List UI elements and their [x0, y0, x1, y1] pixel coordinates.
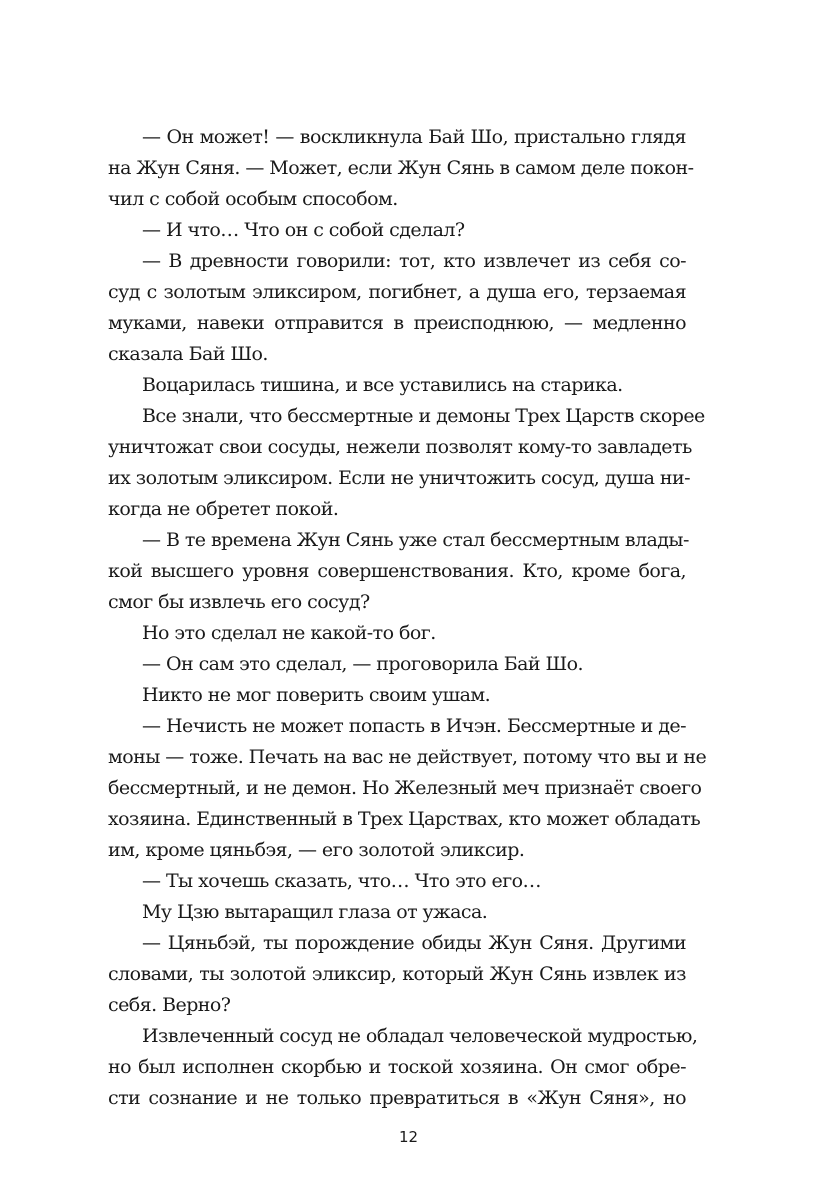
text-line: кой высшего уровня совершенствования. Кто, кроме бога,: [108, 560, 686, 582]
text-line: словами, ты золотой эликсир, который Жун Сянь извлек из: [108, 963, 686, 985]
text-line: им, кроме цяньбэя, — его золотой эликсир.: [108, 839, 525, 861]
text-line: когда не обретет покой.: [108, 498, 339, 520]
text-line: сти сознание и не только превратиться в «Жун Сяня», но: [108, 1087, 686, 1109]
text-line: Извлеченный сосуд не обладал человеческой мудростью,: [142, 1025, 698, 1047]
text-line: хозяина. Единственный в Трех Царствах, кто может обладать: [108, 808, 701, 830]
text-line: смог бы извлечь его сосуд?: [108, 591, 370, 613]
text-line: себя. Верно?: [108, 994, 231, 1016]
text-line: — В древности говорили: тот, кто извлечет из себя со-: [142, 250, 686, 272]
text-line: моны — тоже. Печать на вас не действует, потому что вы и не: [108, 746, 707, 768]
text-line: — Нечисть не может попасть в Ичэн. Бессмертные и де-: [142, 715, 686, 737]
text-line: суд с золотым эликсиром, погибнет, а душа его, терзаемая: [108, 281, 686, 303]
text-line: — И что… Что он с собой сделал?: [142, 219, 465, 241]
text-line: чил с собой особым способом.: [108, 188, 398, 210]
text-line: на Жун Сяня. — Может, если Жун Сянь в самом деле покон-: [108, 157, 694, 179]
text-line: — Цяньбэй, ты порождение обиды Жун Сяня. Другими: [142, 932, 686, 954]
page-number: 12: [398, 1128, 419, 1146]
text-line: Воцарилась тишина, и все уставились на старика.: [142, 374, 623, 396]
text-line: уничтожат свои сосуды, нежели позволят кому-то завладеть: [108, 436, 692, 458]
text-line: — В те времена Жун Сянь уже стал бессмертным влады-: [142, 529, 689, 551]
text-line: — Он сам это сделал, — проговорила Бай Шо.: [142, 653, 584, 675]
text-line: но был исполнен скорбью и тоской хозяина. Он смог обре-: [108, 1056, 686, 1078]
text-line: их золотым эликсиром. Если не уничтожить сосуд, душа ни-: [108, 467, 691, 489]
text-line: Му Цзю вытаращил глаза от ужаса.: [142, 901, 488, 923]
text-line: Все знали, что бессмертные и демоны Трех Царств скорее: [142, 405, 705, 427]
text-line: Но это сделал не какой-то бог.: [142, 622, 436, 644]
text-line: Никто не мог поверить своим ушам.: [142, 684, 491, 706]
text-line: бессмертный, и не демон. Но Железный меч признаёт своего: [108, 777, 702, 799]
text-line: — Он может! — воскликнула Бай Шо, пристально глядя: [142, 126, 686, 148]
text-line: сказала Бай Шо.: [108, 343, 268, 365]
text-line: — Ты хочешь сказать, что… Что это его…: [142, 870, 541, 892]
page-text: [108, 122, 707, 1114]
text-line: муками, навеки отправится в преисподнюю, — медленно: [108, 312, 686, 334]
